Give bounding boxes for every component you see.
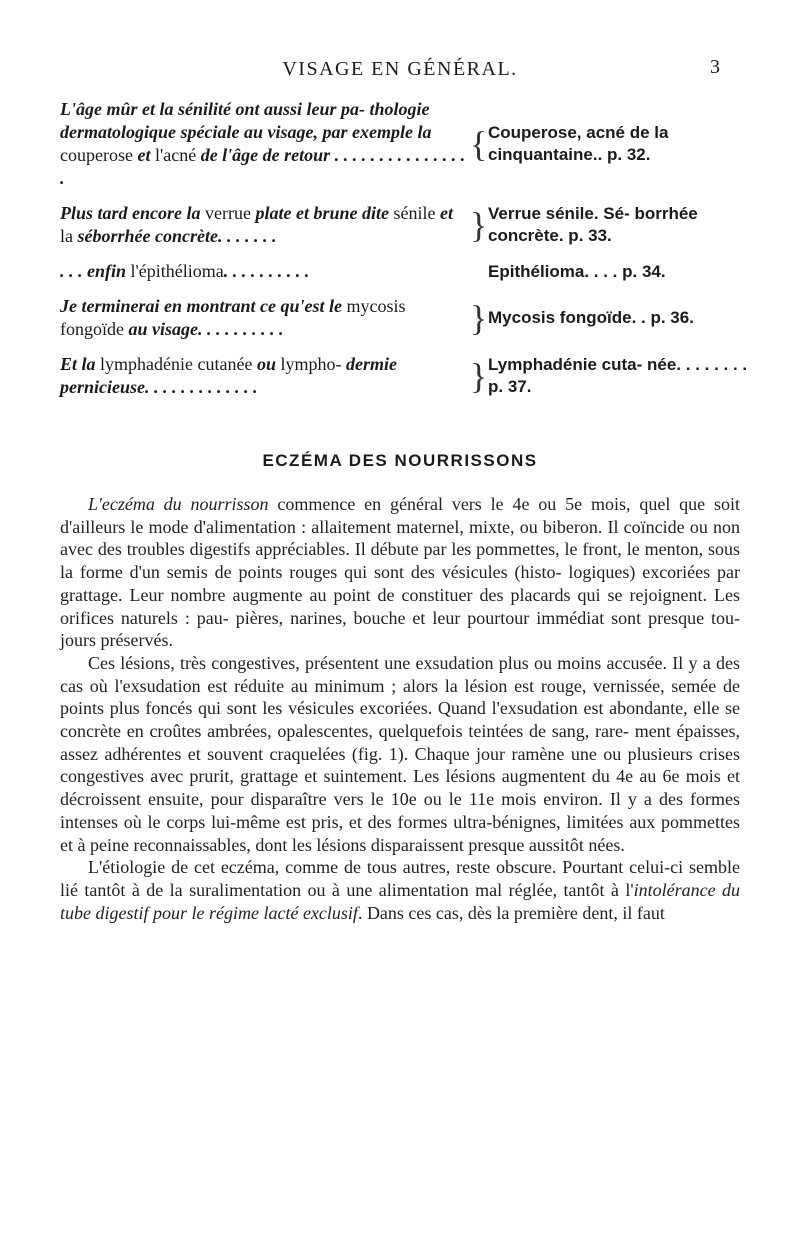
page-header	[60, 58, 740, 88]
brace-glyph: }	[470, 205, 488, 245]
summary-entry-text: L'âge mûr et la sénilité ont aussi leur pa- thologie dermatologique spéciale au visage, par exemple la couperose et l'acné de l'âge de retour . . . . . . . . . . . . . . . .	[60, 99, 466, 188]
summary-entry-text: . . . enfin l'épithélioma. . . . . . . . . .	[60, 261, 310, 281]
summary-entry-topic: Couperose, acné de la cinquantaine.. p. 32.	[488, 123, 669, 164]
brace-glyph: {	[470, 124, 488, 164]
paragraph: Ces lésions, très congestives, présentent une exsudation plus ou moins accusée. Il y a des cas où l'exsudation est réduite au minimum ; alors la lésion est rouge, vernissée, semée de points plus foncés qui sont les vésicules excoriées. Quand l'exsudation est abondante, elle se concrète en croûtes ambrées, opalescentes, quelquefois teintées de sang, rare- ment épaisses, assez adhérentes et souvent craquelées (fig. 1). Chaque jour ramène une ou plusieurs crises congestives avec prurit, grattage et suintement. Les lésions augmentent du 4e au 6e mois et décroissent ensuite, pour disparaître vers le 10e ou le 11e mois environ. Il y a des formes intenses où le corps lui-même est pris, et des formes ultra-bénignes, limitées aux pommettes et à peine reconnaissables, dont les lésions disparaissent presque aussitôt nées.	[60, 652, 740, 855]
summary-entry	[60, 295, 760, 341]
summary-entry-text: Plus tard encore la verrue plate et brune dite sénile et la séborrhée concrète. . . . . . .	[60, 203, 453, 246]
paragraph: L'étiologie de cet eczéma, comme de tous autres, reste obscure. Pourtant celui-ci semble lié tantôt à de la suralimentation ou à une alimentation mal réglée, tantôt à l'intolérance du tube digestif pour le régime lacté exclusif. Dans ces cas, dès la première dent, il faut	[60, 857, 740, 923]
summary-entry-topic: Lymphadénie cuta- née. . . . . . . . p. 37.	[488, 355, 748, 396]
summary-entry	[60, 202, 760, 248]
summary-entry	[60, 353, 760, 399]
summary-entry-text: Je terminerai en montrant ce qu'est le mycosis fongoïde au visage. . . . . . . . . .	[60, 296, 406, 339]
summary-entry-topic: Mycosis fongoïde. . p. 36.	[488, 308, 694, 327]
summary-entry-topic: Verrue sénile. Sé- borrhée concrète. p. 33.	[488, 204, 698, 245]
page-number: 3	[710, 56, 720, 78]
brace-glyph: }	[470, 356, 488, 396]
paragraph: L'eczéma du nourrisson commence en général vers le 4e ou 5e mois, quel que soit d'ailleurs le mode d'alimentation : allaitement maternel, mixte, ou biberon. Il coïncide ou non avec des troubles digestifs appréciables. Il débute par les pommettes, le front, le menton, sous la forme d'un semis de points rouges qui sont des vésicules (histo- logiques) excoriées par grattage. Leur nombre augmente au point de constituer des placards qui se rejoignent. Les orifices naturels : pau- pières, narines, bouche et leur pourtour immédiat sont presque tou- jours préservés.	[60, 494, 740, 651]
summary-entry	[60, 98, 760, 190]
brace-glyph: }	[470, 298, 488, 338]
section-title: ECZÉMA DES NOURRISSONS	[262, 451, 538, 470]
summary-entry-topic: Epithélioma. . . . p. 34.	[488, 261, 666, 281]
summary-entry	[60, 260, 760, 283]
summary-list	[60, 98, 760, 411]
running-title: VISAGE EN GÉNÉRAL.	[282, 58, 518, 80]
summary-entry-text: Et la lymphadénie cutanée ou lympho- dermie pernicieuse. . . . . . . . . . . . .	[60, 354, 397, 397]
body-text	[60, 493, 740, 924]
